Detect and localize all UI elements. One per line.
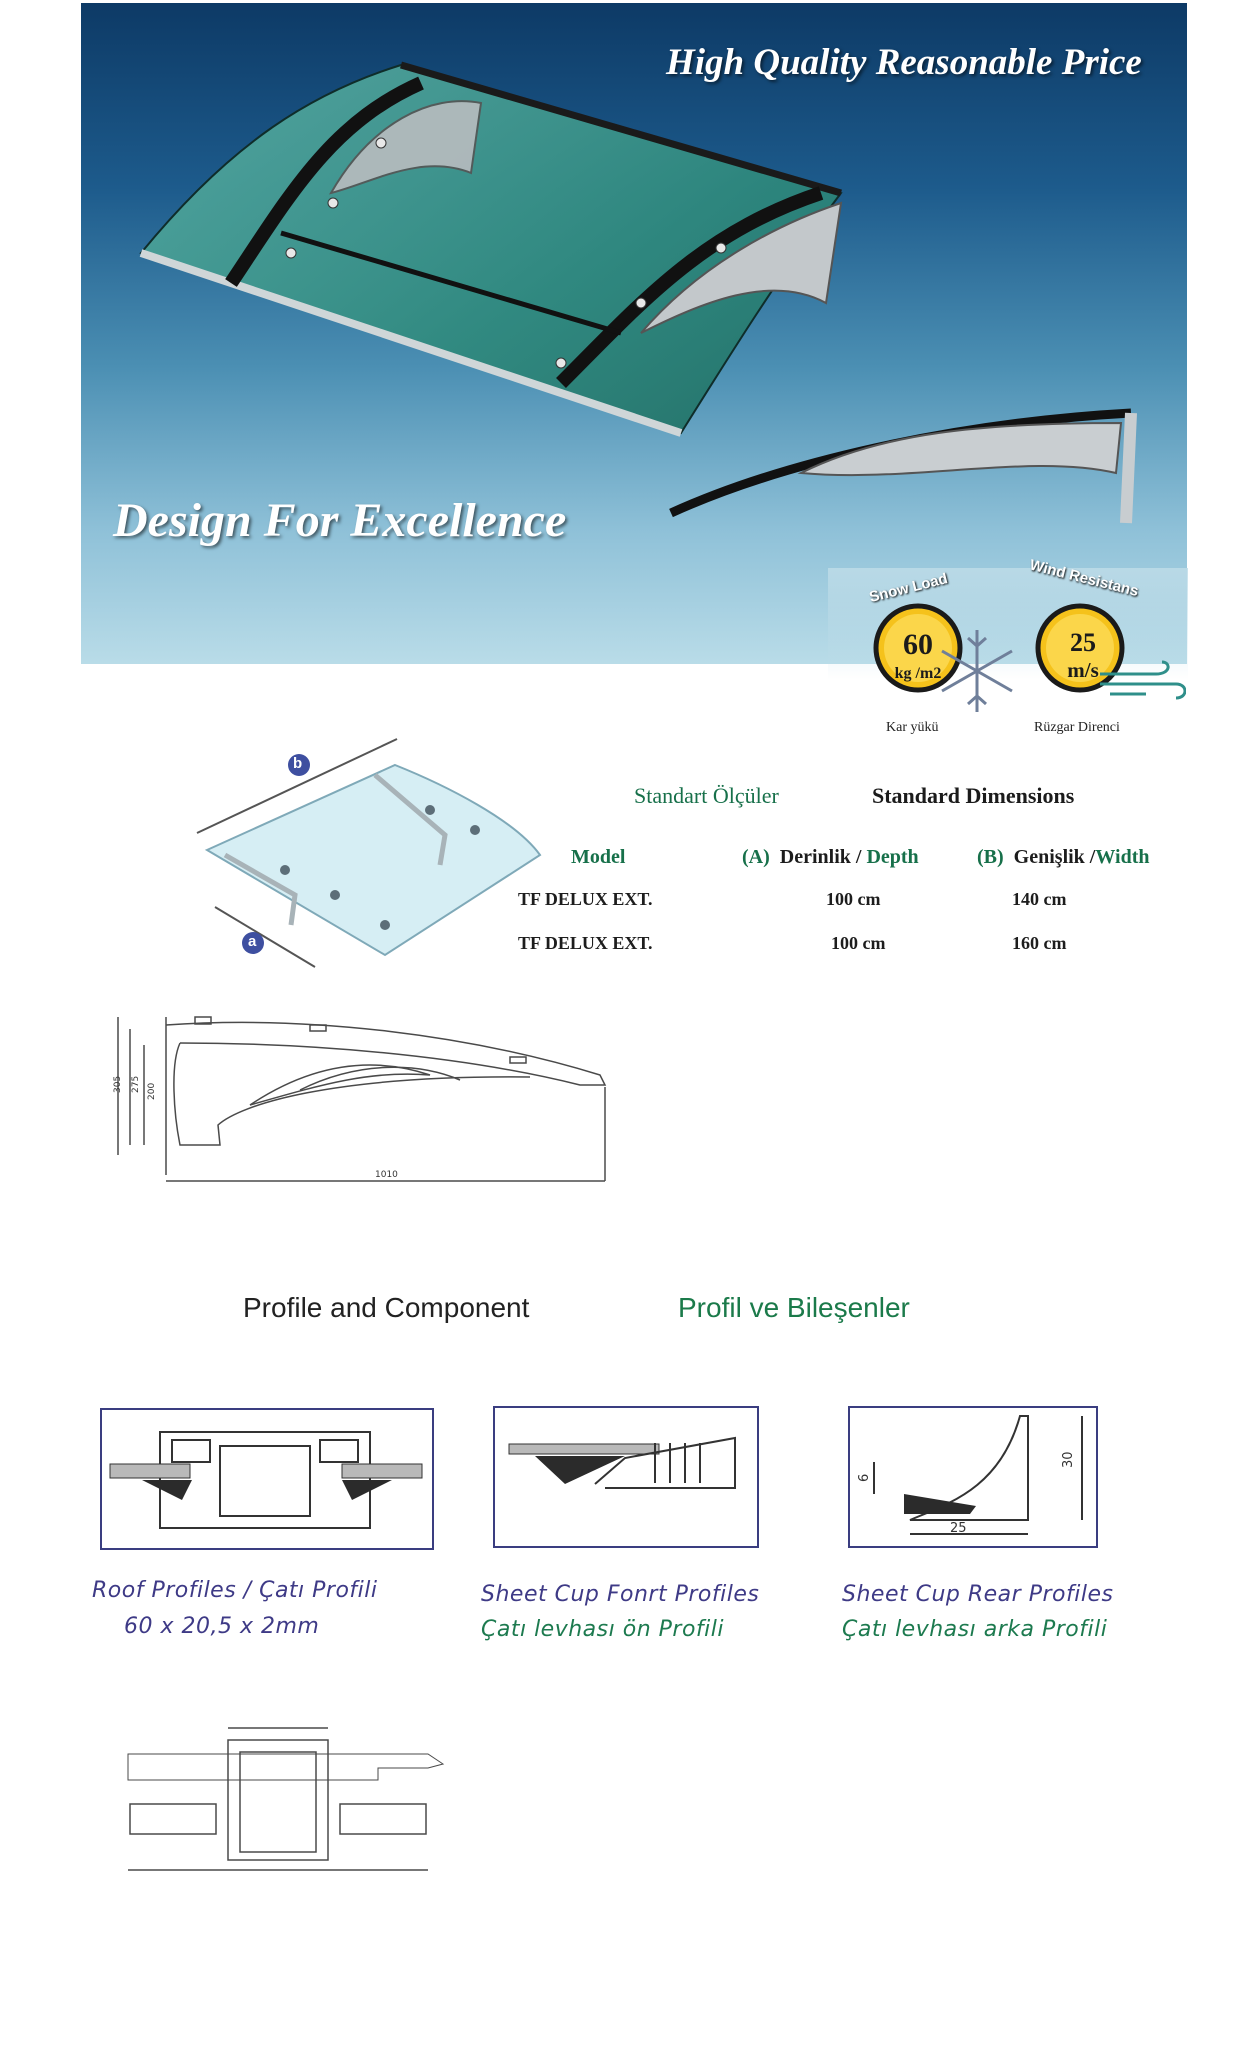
roof-profile-caption: Roof Profiles / Çatı Profili <box>92 1578 378 1603</box>
rear-profile-caption: Sheet Cup Rear Profiles <box>842 1582 1114 1607</box>
canopy-illustration <box>81 3 1187 664</box>
col-header-width: (B) Genişlik /Width <box>977 846 1150 868</box>
dim-height-mid: 275 <box>131 1075 141 1093</box>
table-row-1-model: TF DELUX EXT. <box>518 889 653 909</box>
front-profile-caption-tr: Çatı levhası ön Profili <box>481 1617 724 1642</box>
table-row-2-width: 160 cm <box>1012 933 1067 953</box>
front-profile-drawing <box>495 1408 757 1546</box>
side-technical-drawing <box>110 1005 620 1185</box>
front-profile-caption: Sheet Cup Fonrt Profiles <box>481 1582 760 1607</box>
rear-profile-box <box>848 1406 1098 1548</box>
col-header-model: Model <box>571 846 626 868</box>
wind-arc-label: Wind Resistans <box>1027 556 1141 601</box>
profile-section-title: Profile and Component <box>243 1292 530 1323</box>
front-profile-box <box>493 1406 759 1548</box>
dim-total-height: 305 <box>113 1075 123 1093</box>
roof-profile-box <box>100 1408 434 1550</box>
roof-profile-cross-section <box>118 1720 458 1880</box>
table-row-2-depth: 100 cm <box>831 933 886 953</box>
dim-length: 1010 <box>375 1170 398 1180</box>
snow-load-caption: Kar yükü <box>886 720 939 735</box>
table-row-1-depth: 100 cm <box>826 889 881 909</box>
rear-dim-width: 25 <box>950 1521 967 1536</box>
rear-profile-caption-tr: Çatı levhası arka Profili <box>842 1617 1108 1642</box>
table-row-2-model: TF DELUX EXT. <box>518 933 653 953</box>
snow-load-unit: kg /m2 <box>894 665 942 682</box>
canopy-dimension-diagram <box>185 725 555 975</box>
col-header-depth: (A) Derinlik / Depth <box>742 846 919 868</box>
wind-caption: Rüzgar Direnci <box>1034 720 1120 735</box>
hero-tagline: High Quality Reasonable Price <box>666 42 1142 83</box>
wind-unit: m/s <box>1067 658 1099 682</box>
table-row-1-width: 140 cm <box>1012 889 1067 909</box>
wind-value: 25 <box>1070 628 1096 657</box>
dimensions-title-tr: Standart Ölçüler <box>634 783 779 808</box>
profile-section-title-tr: Profil ve Bileşenler <box>678 1292 910 1323</box>
hero-headline: Design For Excellence <box>113 494 567 547</box>
roof-profile-drawing <box>102 1410 432 1548</box>
snow-load-arc-label: Snow Load <box>867 570 950 607</box>
dim-height-inner: 200 <box>147 1082 157 1100</box>
width-marker-label: b <box>293 755 303 772</box>
load-badges <box>828 556 1188 740</box>
depth-marker-label: a <box>248 933 257 950</box>
snow-load-value: 60 <box>903 628 933 661</box>
roof-profile-size: 60 x 20,5 x 2mm <box>124 1614 320 1639</box>
rear-dim-height: 30 <box>1061 1451 1076 1468</box>
hero-banner <box>81 3 1187 664</box>
dimensions-title-en: Standard Dimensions <box>872 783 1075 808</box>
rear-profile-drawing <box>850 1408 1096 1546</box>
rear-dim-small: 6 <box>857 1473 872 1482</box>
